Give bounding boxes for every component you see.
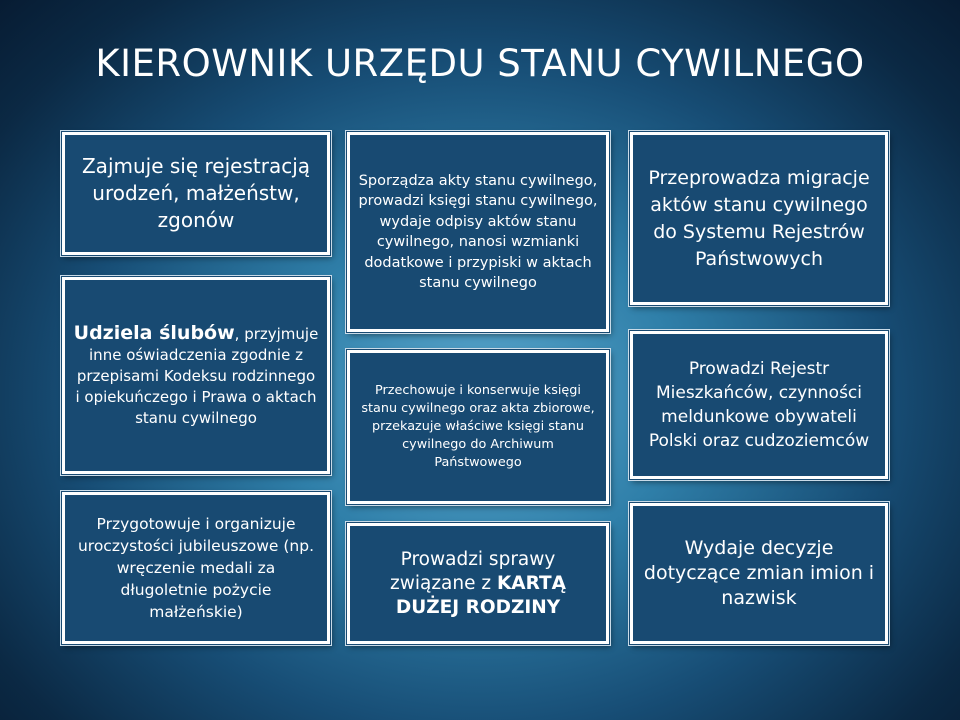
box-acts bbox=[347, 132, 609, 332]
box-weddings bbox=[62, 277, 330, 474]
box-residents bbox=[630, 331, 888, 479]
box-weddings-rest: , przyjmuje inne oświadczenia zgodnie z przepisami Kodeksu rodzinnego i opiekuńczego i Prawa o aktach stanu cywilnego bbox=[75, 324, 319, 427]
box-weddings-text bbox=[73, 323, 319, 429]
box-family-card-bold: KARTĄ DUŻEJ RODZINY bbox=[395, 572, 566, 618]
box-residents-text: Prowadzi Rejestr Mieszkańców, czynności meldunkowe obywateli Polski oraz cudzoziemców bbox=[648, 359, 870, 451]
box-names-text: Wydaje decyzje dotyczące zmian imion i nazwisk bbox=[643, 537, 875, 609]
box-jubilees-text: Przygotowuje i organizuje uroczystości jubileuszowe (np. wręczenie medali za długoletnie pożycie małżeńskie) bbox=[77, 515, 315, 621]
page-title: KIEROWNIK URZĘDU STANU CYWILNEGO bbox=[95, 42, 865, 85]
box-registration bbox=[62, 132, 330, 255]
box-acts-text: Sporządza akty stanu cywilnego, prowadzi księgi stanu cywilnego, wydaje odpisy aktów stanu cywilnego, nanosi wzmianki dodatkowe i przypiski w aktach stanu cywilnego bbox=[358, 172, 598, 291]
box-storage-text: Przechowuje i konserwuje księgi stanu cywilnego oraz akta zbiorowe, przekazuje właściwe księgi stanu cywilnego do Archiwum Państwowego bbox=[361, 383, 595, 470]
box-jubilees bbox=[62, 492, 330, 644]
box-migration-text: Przeprowadza migracje aktów stanu cywilnego do Systemu Rejestrów Państwowych bbox=[648, 166, 870, 270]
box-names bbox=[630, 503, 888, 644]
box-family-card-text bbox=[358, 548, 598, 620]
box-storage bbox=[347, 350, 609, 504]
box-family-card bbox=[347, 523, 609, 644]
box-registration-text: Zajmuje się rejestracją urodzeń, małżeństw, zgonów bbox=[81, 154, 311, 232]
box-weddings-bold: Udziela ślubów bbox=[73, 321, 235, 344]
box-family-card-prefix: Prowadzi sprawy związane z bbox=[390, 548, 556, 594]
box-migration bbox=[630, 132, 888, 305]
